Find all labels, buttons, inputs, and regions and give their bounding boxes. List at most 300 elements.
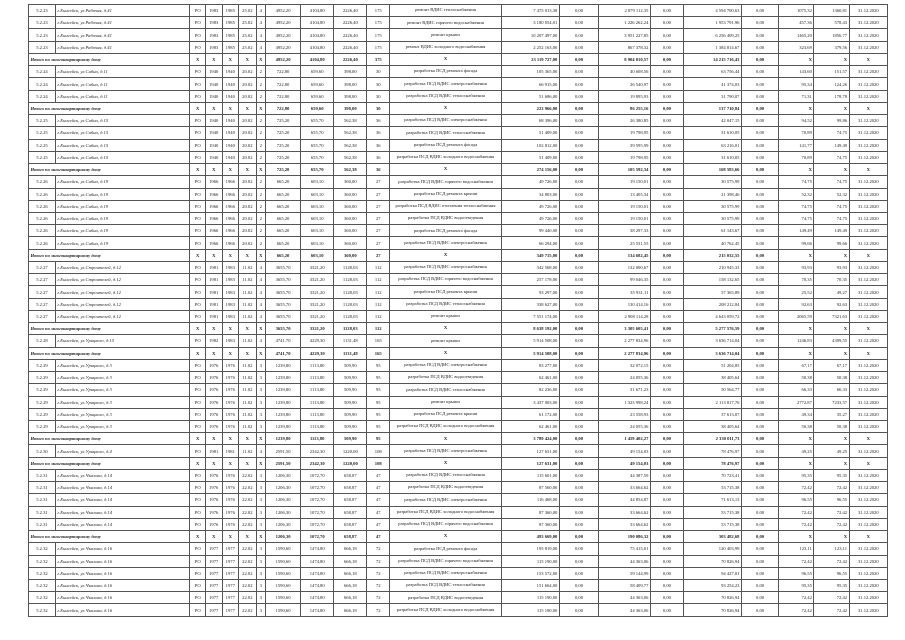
cell-no: 5.2.31 [29, 494, 56, 506]
cell-k: 132 000,67 [599, 261, 651, 273]
cell-no: 5.2.26 [29, 188, 56, 200]
total-label: Итого по многоквартирному дому [29, 531, 190, 543]
cell-a1: 4952,20 [265, 41, 300, 53]
cell-m: 0,00 [650, 249, 683, 261]
cell-a1: 3655,70 [265, 298, 300, 310]
cell-n: 0,00 [741, 66, 778, 78]
cell-p: 27 [367, 212, 390, 224]
cell-y1: 1966 [205, 225, 222, 237]
cell-m: 0,00 [650, 469, 683, 481]
cell-f: 0,00 [559, 482, 598, 494]
cell-o: 120 403,99 [684, 543, 742, 555]
cell-d: X [849, 433, 887, 445]
cell-fl: 2 [256, 115, 265, 127]
cell-y2: 1966 [222, 188, 239, 200]
cell-kind: РО [190, 372, 206, 384]
table-row [29, 237, 888, 249]
cell-d: 31.12.2020 [849, 506, 887, 518]
cell-y3: 11.02 [239, 445, 257, 457]
cell-y2: X [222, 457, 239, 469]
cell-o: 210 945,33 [684, 261, 742, 273]
cell-a3: 1131,48 [334, 347, 367, 359]
cell-f: 0,00 [559, 396, 598, 408]
cell-s1: 143,60 [779, 66, 814, 78]
table-row [29, 384, 888, 396]
cell-a1: 4741,70 [265, 347, 300, 359]
cell-fl: 2 [256, 188, 265, 200]
cell-y3: 22.02 [239, 580, 257, 592]
cell-addr: г.Енисейск, ул.Рабочая, д.41 [55, 29, 190, 41]
cell-cost: 66 915,00 [501, 78, 559, 90]
cell-s1: 72,42 [779, 592, 814, 604]
table-total-row [29, 457, 888, 469]
cell-y3: 11.02 [239, 298, 257, 310]
cell-fl: 2 [256, 139, 265, 151]
cell-work: X [390, 347, 502, 359]
cell-n: 0,00 [741, 543, 778, 555]
cell-work: разработка ПСД ВДИС водоотведения [390, 592, 502, 604]
cell-kind: РО [190, 90, 206, 102]
table-total-row [29, 433, 888, 445]
cell-p: 47 [367, 482, 390, 494]
cell-n: 0,00 [741, 469, 778, 481]
cell-a2: 3321,20 [301, 286, 334, 298]
cell-k: 1 323 998,24 [599, 396, 651, 408]
table-row [29, 225, 888, 237]
cell-a2: 1072,70 [301, 506, 334, 518]
table-row [29, 567, 888, 579]
cell-d: X [849, 531, 887, 543]
cell-n: 0,00 [741, 286, 778, 298]
cell-m: 0,00 [650, 115, 683, 127]
cell-fl: 3 [256, 420, 265, 432]
cell-a1: 722,80 [265, 66, 300, 78]
cell-k: 86 255,16 [599, 102, 651, 114]
cell-y3: 11.02 [239, 335, 257, 347]
cell-y2: X [222, 347, 239, 359]
cell-m: 0,00 [650, 41, 683, 53]
cell-d: 31.12.2020 [849, 261, 887, 273]
cell-addr: г.Енисейск, ул.Строителей, д.12 [55, 298, 190, 310]
cell-no: 5.2.29 [29, 359, 56, 371]
cell-y2: 1976 [222, 506, 239, 518]
cell-k: 25 531,55 [599, 237, 651, 249]
cell-fl: 4 [256, 310, 265, 322]
cell-f: 0,00 [559, 445, 598, 457]
cell-kind: РО [190, 482, 206, 494]
cell-f: 0,00 [559, 127, 598, 139]
cell-cost: 349 715,00 [501, 249, 559, 261]
cell-a2: 659,60 [301, 78, 334, 90]
cell-n: 0,00 [741, 225, 778, 237]
cell-a1: 3655,70 [265, 261, 300, 273]
cell-fl: 3 [256, 482, 265, 494]
cell-a3: 509,90 [334, 408, 367, 420]
cell-y2: 1981 [222, 445, 239, 457]
cell-y2: X [222, 102, 239, 114]
cell-s1: 95,35 [779, 469, 814, 481]
cell-k: 19 150,01 [599, 176, 651, 188]
cell-work: разработка ПСД ВДИС холодного водоснабжения [390, 506, 502, 518]
cell-a3: 398,00 [334, 66, 367, 78]
cell-s1: X [779, 531, 814, 543]
cell-f: 0,00 [559, 310, 598, 322]
table-row [29, 274, 888, 286]
cell-o: 208 212,84 [684, 298, 742, 310]
cell-s1: 95,35 [779, 580, 814, 592]
cell-f: 0,00 [559, 66, 598, 78]
cell-s2: 74,75 [814, 176, 849, 188]
cell-d: X [849, 347, 887, 359]
cell-s2: X [814, 249, 849, 261]
cell-cost: 51 409,00 [501, 127, 559, 139]
cell-addr: г.Енисейск, ул.Урицкого, д.3 [55, 384, 190, 396]
cell-m: 0,00 [650, 396, 683, 408]
cell-k: 19 895,93 [599, 90, 651, 102]
cell-k: 26 380,85 [599, 115, 651, 127]
cell-work: разработка ПСД ВДИС теплоснабжения [390, 90, 502, 102]
cell-a3: 360,00 [334, 212, 367, 224]
cell-k: 99 046,35 [599, 274, 651, 286]
cell-fl: X [256, 102, 265, 114]
cell-cost: 151 664,00 [501, 580, 559, 592]
cell-p: 72 [367, 555, 390, 567]
cell-kind: X [190, 457, 206, 469]
cell-y2: 1985 [222, 29, 239, 41]
cell-cost: 127 631,00 [501, 445, 559, 457]
table-row [29, 482, 888, 494]
cell-d: 31.12.2020 [849, 188, 887, 200]
cell-y2: X [222, 53, 239, 65]
cell-a3: 1131,48 [334, 335, 367, 347]
cell-y2: 1966 [222, 200, 239, 212]
cell-f: 0,00 [559, 274, 598, 286]
cell-y1: 1981 [205, 261, 222, 273]
cell-n: 0,00 [741, 604, 778, 616]
cell-f: 0,00 [559, 555, 598, 567]
cell-f: 0,00 [559, 433, 598, 445]
cell-o: 5 277 576,59 [684, 323, 742, 335]
cell-s1: X [779, 323, 814, 335]
cell-a2: 1113,80 [301, 359, 334, 371]
cell-m: 0,00 [650, 592, 683, 604]
cell-y3: 22.02 [239, 494, 257, 506]
cell-s2: 74,75 [814, 127, 849, 139]
cell-d: 31.12.2020 [849, 115, 887, 127]
cell-p: 47 [367, 518, 390, 530]
cell-work: X [390, 457, 502, 469]
cell-a3: 658,87 [334, 469, 367, 481]
cell-m: 0,00 [650, 127, 683, 139]
cell-a3: 360,00 [334, 200, 367, 212]
cell-n: 0,00 [741, 323, 778, 335]
cell-cost: 34 803,00 [501, 188, 559, 200]
cell-fl: 2 [256, 176, 265, 188]
cell-d: 31.12.2020 [849, 5, 887, 17]
cell-o: 31 610,05 [684, 127, 742, 139]
cell-y1: 1976 [205, 494, 222, 506]
cell-y1: 1976 [205, 469, 222, 481]
table-total-row [29, 53, 888, 65]
cell-y2: 1983 [222, 286, 239, 298]
cell-o: 31 610,05 [684, 151, 742, 163]
cell-k: 26 540,97 [599, 78, 651, 90]
cell-m: 0,00 [650, 212, 683, 224]
table-row [29, 310, 888, 322]
cell-f: 0,00 [559, 176, 598, 188]
cell-s2: 123,11 [814, 543, 849, 555]
cell-y1: 1983 [205, 41, 222, 53]
cell-addr: г.Енисейск, ул.Рабочая, д.41 [55, 17, 190, 29]
cell-p: 36 [367, 164, 390, 176]
cell-kind: РО [190, 212, 206, 224]
cell-s2: 66,33 [814, 384, 849, 396]
cell-p: 112 [367, 261, 390, 273]
cell-f: 0,00 [559, 335, 598, 347]
cell-cost: 105 365,00 [501, 66, 559, 78]
cell-y2: 1983 [222, 274, 239, 286]
cell-o: 4 594 700,63 [684, 5, 742, 17]
cell-a3: 658,87 [334, 494, 367, 506]
cell-y2: 1940 [222, 90, 239, 102]
cell-d: 31.12.2020 [849, 420, 887, 432]
cell-o: 53 715,38 [684, 482, 742, 494]
cell-s2: 7321,63 [814, 310, 849, 322]
cell-kind: РО [190, 176, 206, 188]
cell-addr: г.Енисейск, ул.Сибна, д.19 [55, 200, 190, 212]
cell-work: разработка ПСД ВДИС холодного водоснабжения [390, 151, 502, 163]
cell-a2: 3321,20 [301, 274, 334, 286]
cell-y1: 1981 [205, 298, 222, 310]
cell-a3: 1128,03 [334, 323, 367, 335]
cell-k: 58 409,77 [599, 580, 651, 592]
cell-a2: 3321,20 [301, 323, 334, 335]
cell-cost: 62 461,00 [501, 372, 559, 384]
cell-s2: 578,43 [814, 17, 849, 29]
cell-y1: 1976 [205, 396, 222, 408]
cell-work: ремонт ВДИС холодного водоснабжения [390, 41, 502, 53]
cell-s1: X [779, 347, 814, 359]
cell-f: 0,00 [559, 90, 598, 102]
cell-addr: г.Енисейск, ул.Сибна, д.11 [55, 66, 190, 78]
cell-s1: X [779, 164, 814, 176]
cell-addr: г.Енисейск, ул.Чкалова, д.16 [55, 604, 190, 616]
cell-o: 14 215 716,43 [684, 53, 742, 65]
cell-fl: X [256, 53, 265, 65]
cell-s2: 178,78 [814, 90, 849, 102]
cell-cost: 3 180 054,01 [501, 17, 559, 29]
cell-d: 31.12.2020 [849, 176, 887, 188]
cell-y2: X [222, 249, 239, 261]
cell-kind: РО [190, 78, 206, 90]
cell-no: 5.2.24 [29, 90, 56, 102]
cell-work: разработка ПСД ВДИС электроснабжения [390, 261, 502, 273]
cell-n: 0,00 [741, 310, 778, 322]
cell-y3: X [239, 531, 257, 543]
cell-y2: 1976 [222, 372, 239, 384]
cell-f: 0,00 [559, 286, 598, 298]
table-row [29, 5, 888, 17]
cell-y1: 1976 [205, 420, 222, 432]
cell-a3: 2226,40 [334, 17, 367, 29]
cell-work: X [390, 249, 502, 261]
cell-no: 5.2.29 [29, 396, 56, 408]
cell-a1: 722,80 [265, 78, 300, 90]
cell-d: 31.12.2020 [849, 41, 887, 53]
cell-no: 5.2.29 [29, 384, 56, 396]
cell-o: 137 710,84 [684, 102, 742, 114]
cell-addr: г.Енисейск, ул.Рабочая, д.41 [55, 5, 190, 17]
cell-f: 0,00 [559, 592, 598, 604]
cell-kind: РО [190, 151, 206, 163]
cell-p: 47 [367, 469, 390, 481]
cell-k: 130 414,16 [599, 298, 651, 310]
total-label: Итого по многоквартирному дому [29, 347, 190, 359]
cell-a1: 1239,80 [265, 372, 300, 384]
cell-s1: 72,42 [779, 482, 814, 494]
cell-a2: 4104,80 [301, 17, 334, 29]
cell-k: 24 055,36 [599, 372, 651, 384]
cell-a3: 509,90 [334, 384, 367, 396]
cell-s1: 141,77 [779, 139, 814, 151]
cell-a1: 2591,50 [265, 445, 300, 457]
cell-y1: 1976 [205, 482, 222, 494]
cell-kind: РО [190, 310, 206, 322]
cell-m: 0,00 [650, 310, 683, 322]
cell-a1: 1590,60 [265, 555, 300, 567]
cell-y1: 1977 [205, 555, 222, 567]
cell-a1: 722,80 [265, 90, 300, 102]
cell-a3: 2226,40 [334, 41, 367, 53]
cell-o: 51 204,85 [684, 359, 742, 371]
cell-kind: РО [190, 225, 206, 237]
cell-y1: 1966 [205, 176, 222, 188]
cell-work: X [390, 433, 502, 445]
cell-kind: X [190, 323, 206, 335]
cell-n: 0,00 [741, 298, 778, 310]
cell-p: 47 [367, 531, 390, 543]
cell-fl: 3 [256, 396, 265, 408]
cell-p: 30 [367, 102, 390, 114]
cell-p: 27 [367, 188, 390, 200]
cell-s2: X [814, 457, 849, 469]
cell-y1: 1981 [205, 445, 222, 457]
cell-k: 44 363,06 [599, 592, 651, 604]
cell-k: 867 378,32 [599, 41, 651, 53]
cell-d: 31.12.2020 [849, 396, 887, 408]
cell-n: 0,00 [741, 359, 778, 371]
cell-a2: 4229,30 [301, 347, 334, 359]
cell-p: 47 [367, 494, 390, 506]
cell-s1: 1246,83 [779, 335, 814, 347]
cell-s2: 149,49 [814, 225, 849, 237]
cell-fl: 3 [256, 543, 265, 555]
cell-no: 5.2.29 [29, 408, 56, 420]
cell-p: 72 [367, 604, 390, 616]
cell-a2: 1474,80 [301, 592, 334, 604]
table-row [29, 445, 888, 457]
cell-y1: 1966 [205, 200, 222, 212]
cell-kind: РО [190, 335, 206, 347]
cell-fl: 3 [256, 592, 265, 604]
cell-a1: 725,20 [265, 164, 300, 176]
cell-o: 63 756,44 [684, 66, 742, 78]
cell-y3: 22.02 [239, 567, 257, 579]
cell-addr: г.Енисейск, ул.Чкалова, д.14 [55, 482, 190, 494]
cell-addr: г.Енисейск, ул.Сибна, д.15 [55, 115, 190, 127]
cell-d: X [849, 53, 887, 65]
cell-fl: 4 [256, 5, 265, 17]
cell-f: 0,00 [559, 261, 598, 273]
cell-p: 165 [367, 347, 390, 359]
cell-a2: 1113,80 [301, 372, 334, 384]
cell-k: 24 055,36 [599, 420, 651, 432]
cell-o: 78 476,97 [684, 445, 742, 457]
cell-fl: 2 [256, 66, 265, 78]
cell-f: 0,00 [559, 567, 598, 579]
cell-a3: 658,87 [334, 518, 367, 530]
cell-f: 0,00 [559, 78, 598, 90]
cell-y1: 1940 [205, 139, 222, 151]
cell-f: 0,00 [559, 139, 598, 151]
cell-cost: 87 360,00 [501, 506, 559, 518]
cell-a1: 1239,80 [265, 359, 300, 371]
cell-y3: 20.02 [239, 237, 257, 249]
cell-a2: 655,70 [301, 151, 334, 163]
cell-s2: X [814, 53, 849, 65]
cell-m: 0,00 [650, 408, 683, 420]
cell-y1: 1966 [205, 212, 222, 224]
cell-fl: 3 [256, 372, 265, 384]
table-row [29, 176, 888, 188]
cell-p: 95 [367, 359, 390, 371]
cell-p: 72 [367, 580, 390, 592]
cell-cost: 116 468,00 [501, 494, 559, 506]
cell-kind: РО [190, 384, 206, 396]
cell-m: 0,00 [650, 164, 683, 176]
cell-o: 53 715,38 [684, 518, 742, 530]
cell-f: 0,00 [559, 531, 598, 543]
cell-f: 0,00 [559, 164, 598, 176]
cell-d: 31.12.2020 [849, 372, 887, 384]
cell-cost: 5 914 508,00 [501, 335, 559, 347]
table-row [29, 555, 888, 567]
cell-y3: 22.02 [239, 543, 257, 555]
cell-m: 0,00 [650, 225, 683, 237]
cell-s1: 52,32 [779, 188, 814, 200]
cell-s1: 457,36 [779, 17, 814, 29]
cell-y2: X [222, 164, 239, 176]
cell-s2: 50,38 [814, 372, 849, 384]
cell-y1: X [205, 323, 222, 335]
cell-s2: 52,32 [814, 188, 849, 200]
cell-a1: 1590,60 [265, 604, 300, 616]
cell-addr: г.Енисейск, ул.Урицкого, д.3 [55, 359, 190, 371]
cell-addr: г.Енисейск, ул.Урицкого, д.3 [55, 420, 190, 432]
cell-s1: 72,42 [779, 555, 814, 567]
cell-d: 31.12.2020 [849, 200, 887, 212]
cell-addr: г.Енисейск, ул.Сибна, д.19 [55, 188, 190, 200]
cell-m: 0,00 [650, 188, 683, 200]
cell-k: 134 682,45 [599, 249, 651, 261]
cell-f: 0,00 [559, 53, 598, 65]
cell-fl: 2 [256, 200, 265, 212]
cell-a2: 655,70 [301, 115, 334, 127]
table-row [29, 518, 888, 530]
cell-work: ремонт крыши [390, 335, 502, 347]
cell-y2: 1966 [222, 225, 239, 237]
cell-d: 31.12.2020 [849, 445, 887, 457]
